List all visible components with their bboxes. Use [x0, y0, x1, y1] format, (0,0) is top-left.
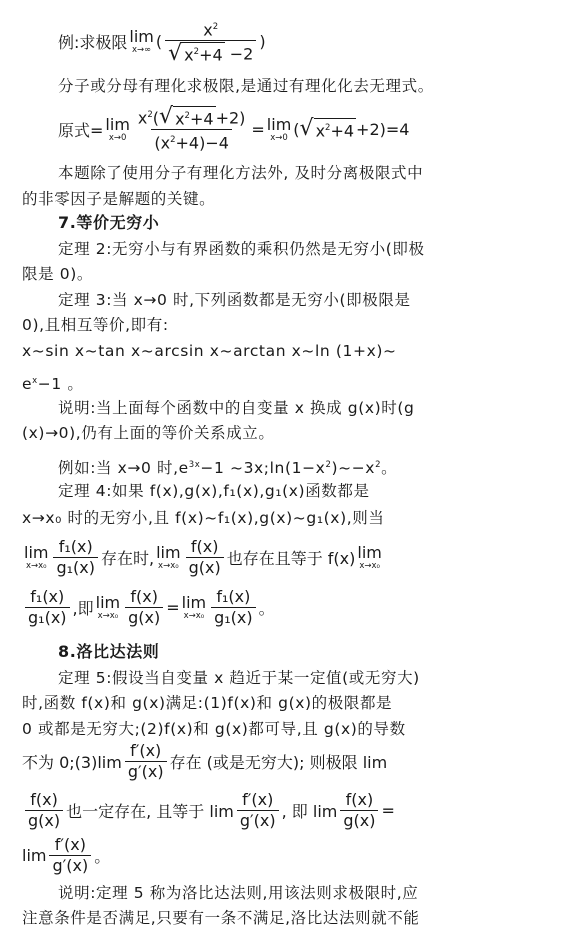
theorem-4-formula-cont: $\frac{\text{f₁(x)}}{\text{g₁(x)}}$ ,即 lim x→x₀ $\frac{f(x)}{g(x)}$ = lim x→x₀ $\frac{\text{f₁(x)}}{\text{g₁(x)}}$ 。 — [22, 588, 275, 627]
example-2: 例如:当 x→0 时$,e^{3x}-1$ $\sim 3x;\ln(1-x^2)\sim-x^2$。 — [58, 459, 398, 478]
example-limit-formula — [58, 18, 266, 65]
limit-operator: lim x→x₀ — [95, 593, 121, 621]
fraction: $x^2$( √ $x^2+4$ +2) $(x^2+4)-4$ — [137, 104, 246, 153]
lhopital-note-cont: 注意条件是否满足,只要有一条不满足,洛比达法则就不能 — [22, 909, 420, 927]
limit-operator: lim x→x₀ — [156, 543, 181, 571]
equivalence-chain-cont: $e^x-1$ 。 — [22, 375, 84, 394]
fraction: $\frac{\text{f₁(x)}}{\text{g₁(x)}}$ — [53, 538, 98, 577]
limit-operator: lim x→x₀ — [357, 543, 382, 571]
theorem-3-cont: 0),且相互等价,即有: — [22, 316, 169, 334]
section-heading-8: 8.洛比达法则 — [58, 642, 160, 661]
paragraph-rationalize: 分子或分母有理化求极限,是通过有理化化去无理式。 — [58, 77, 434, 95]
theorem-3: 定理 3:当 x→0 时,下列函数都是无穷小(即极限是 — [58, 291, 411, 309]
theorem-4-cont: x→x₀ 时的无穷小,且 f(x)~f₁(x),g(x)~g₁(x),则当 — [22, 509, 385, 527]
paragraph-note-cont: 的非零因子是解题的关键。 — [22, 190, 216, 208]
theorem-2: 定理 2:无穷小与有界函数的乘积仍然是无穷小(即极 — [58, 240, 425, 258]
equivalence-chain: x~sin x~tan x~arcsin x~arctan x~ln (1+x)~ — [22, 342, 397, 360]
theorem-4-formula: lim x→x₀ $\frac{\text{f₁(x)}}{\text{g₁(x)}}$ 存在时, lim x→x₀ $\frac{f(x)}{g(x)}$ 也存在且等于 f(x) lim x→x₀ — [24, 537, 382, 577]
theorem-5-cont-2: 0 或都是无穷大;(2)f(x)和 g(x)都可导,且 g(x)的导数 — [22, 720, 406, 738]
fraction: $\frac{f(x)}{g(x)}$ — [25, 791, 63, 830]
paren-close: ) — [259, 31, 266, 51]
lhopital-note: 说明:定理 5 称为洛比达法则,用该法则求极限时,应 — [58, 884, 419, 902]
limit-operator: lim x→∞ — [129, 26, 154, 55]
fraction: $\frac{f(x)}{g(x)}$ — [186, 538, 224, 577]
explanation-cont: (x)→0),仍有上面的等价关系成立。 — [22, 424, 275, 442]
explanation: 说明:当上面每个函数中的自变量 x 换成 g(x)时(g — [58, 399, 415, 417]
fraction: $x^2$ √ $x^2+4$ −2 — [165, 18, 256, 65]
theorem-5-cont-5: lim $\frac{f'(x)}{g'(x)}$ 。 — [22, 835, 111, 875]
theorem-5-cont-1: 时,函数 f(x)和 g(x)满足:(1)f(x)和 g(x)的极限都是 — [22, 694, 393, 712]
paragraph-note: 本题除了使用分子有理化方法外, 及时分离极限式中 — [58, 164, 424, 182]
limit-operator: lim x→x₀ — [24, 543, 49, 571]
fraction: $\frac{f'(x)}{g'(x)}$ — [125, 742, 167, 781]
theorem-5-cont-3: 不为 0;(3)lim $\frac{f'(x)}{g'(x)}$ 存在 (或是无穷大); 则极限 lim — [22, 741, 388, 781]
limit-operator: lim x→0 — [105, 114, 130, 143]
limit-operator: lim x→0 — [266, 114, 292, 143]
example-prefix: 例:求极限 — [58, 32, 128, 52]
solution-prefix: 原式= — [58, 120, 104, 140]
theorem-4: 定理 4:如果 f(x),g(x),f₁(x),g₁(x)函数都是 — [58, 482, 370, 500]
fraction: $\frac{f'(x)}{g'(x)}$ — [237, 791, 279, 830]
fraction: $\frac{f'(x)}{g'(x)}$ — [49, 836, 91, 875]
sqrt-expression: √ $x^2+4$ — [168, 40, 223, 66]
solution-formula: 原式= lim x→0 $x^2$( √ $x^2+4$ +2) $(x^2+4)-4$ = lim x→0 ( √ $x^2+4$ +2)=4 — [58, 104, 410, 153]
fraction: $\frac{\text{f₁(x)}}{\text{g₁(x)}}$ — [211, 588, 256, 627]
fraction: $\frac{f(x)}{g(x)}$ — [340, 791, 378, 830]
fraction: $\frac{\text{f₁(x)}}{\text{g₁(x)}}$ — [25, 588, 70, 627]
theorem-5-cont-4: $\frac{f(x)}{g(x)}$ 也一定存在, 且等于 lim $\frac{f'(x)}{g'(x)}$ , 即 lim $\frac{f(x)}{g(x)}$ = — [22, 791, 395, 830]
sqrt-expression: √ $x^2+4$ — [299, 116, 355, 142]
limit-operator: lim x→x₀ — [181, 593, 207, 621]
paren-open: ( — [155, 31, 163, 51]
fraction: $\frac{f(x)}{g(x)}$ — [125, 588, 163, 627]
theorem-5: 定理 5:假设当自变量 x 趋近于某一定值(或无穷大) — [58, 669, 420, 687]
section-heading-7: 7.等价无穷小 — [58, 213, 160, 232]
theorem-2-cont: 限是 0)。 — [22, 265, 93, 283]
